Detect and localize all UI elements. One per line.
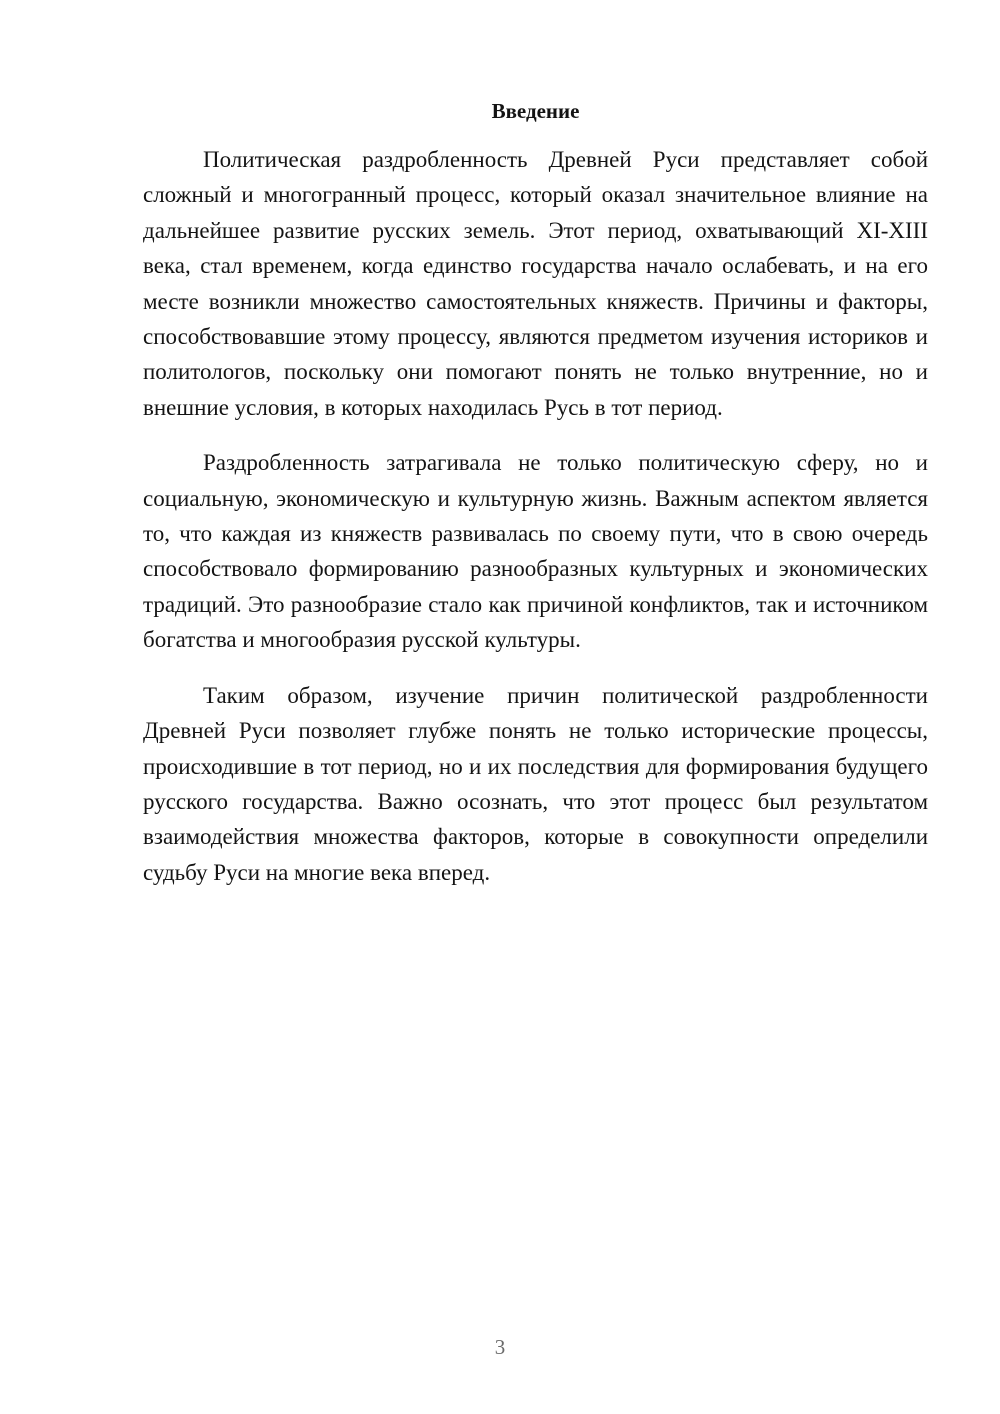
- paragraph-3: Таким образом, изучение причин политической раздробленности Древней Руси позволяет глубже понять не только исторические процессы, происходившие в тот период, но и их последствия для формирования будущего русского государства. Важно осознать, что этот процесс был результатом взаимодействия множества факторов, которые в совокупности определили судьбу Руси на многие века вперед.: [143, 682, 928, 885]
- page-number: 3: [494, 1335, 506, 1359]
- paragraph-1: Политическая раздробленность Древней Руси представляет собой сложный и многогранный процесс, который оказал значительное влияние на дальнейшее развитие русских земель. Этот период, охватывающий XI-XIII века, стал временем, когда единство государства начало ослабевать, и на его месте возникли множество самостоятельных княжеств. Причины и факторы, способствовавшие этому процессу, являются предметом изучения историков и политологов, поскольку они помогают понять не только внутренние, но и внешние условия, в которых находилась Русь в тот период.: [143, 147, 928, 420]
- paragraph-2: Раздробленность затрагивала не только политическую сферу, но и социальную, экономическую и культурную жизнь. Важным аспектом является то, что каждая из княжеств развивалась по своему пути, что в свою очередь способствовало формированию разнообразных культурных и экономических традиций. Это разнообразие стало как причиной конфликтов, так и источником богатства и многообразия русской культуры.: [143, 450, 928, 653]
- body-text: [143, 142, 928, 910]
- section-title: Введение: [491, 99, 580, 123]
